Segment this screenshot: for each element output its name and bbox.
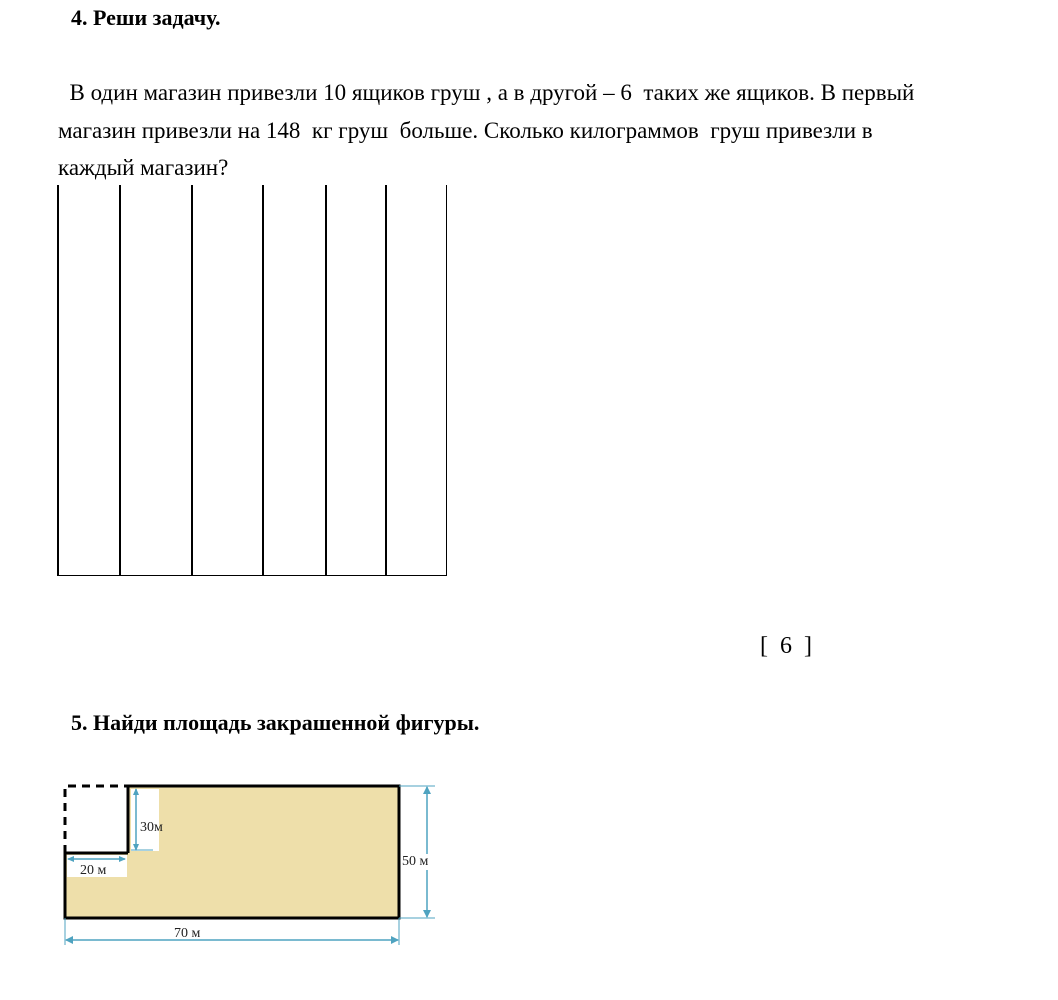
grid-line [57,185,59,576]
answer-grid [57,185,447,576]
figure-drawing [55,775,455,960]
grid-line [385,185,387,576]
grid-line [446,185,448,576]
task4-problem-text [58,74,1018,187]
grid-line [262,185,264,576]
grid-bottom-line [57,575,447,577]
cutout-height-label: 30м [140,820,163,835]
grid-line [191,185,193,576]
total-height-label: 50 м [402,854,429,869]
grid-line [325,185,327,576]
shaded-figure-diagram [55,775,455,960]
problem-line-3: каждый магазин? [58,155,229,180]
grid-line [119,185,121,576]
cutout-width-label: 20 м [80,863,107,878]
task4-heading: 4. Реши задачу. [71,5,221,30]
score-badge: [ 6 ] [760,633,812,659]
problem-line-1: В один магазин привезли 10 ящиков груш , а в другой – 6 таких же ящиков. В первый [58,80,915,105]
problem-line-2: магазин привезли на 148 кг груш больше. Сколько килограммов груш привезли в [58,117,873,143]
total-width-label: 70 м [174,926,201,941]
task5-heading: 5. Найди площадь закрашенной фигуры. [71,710,480,735]
